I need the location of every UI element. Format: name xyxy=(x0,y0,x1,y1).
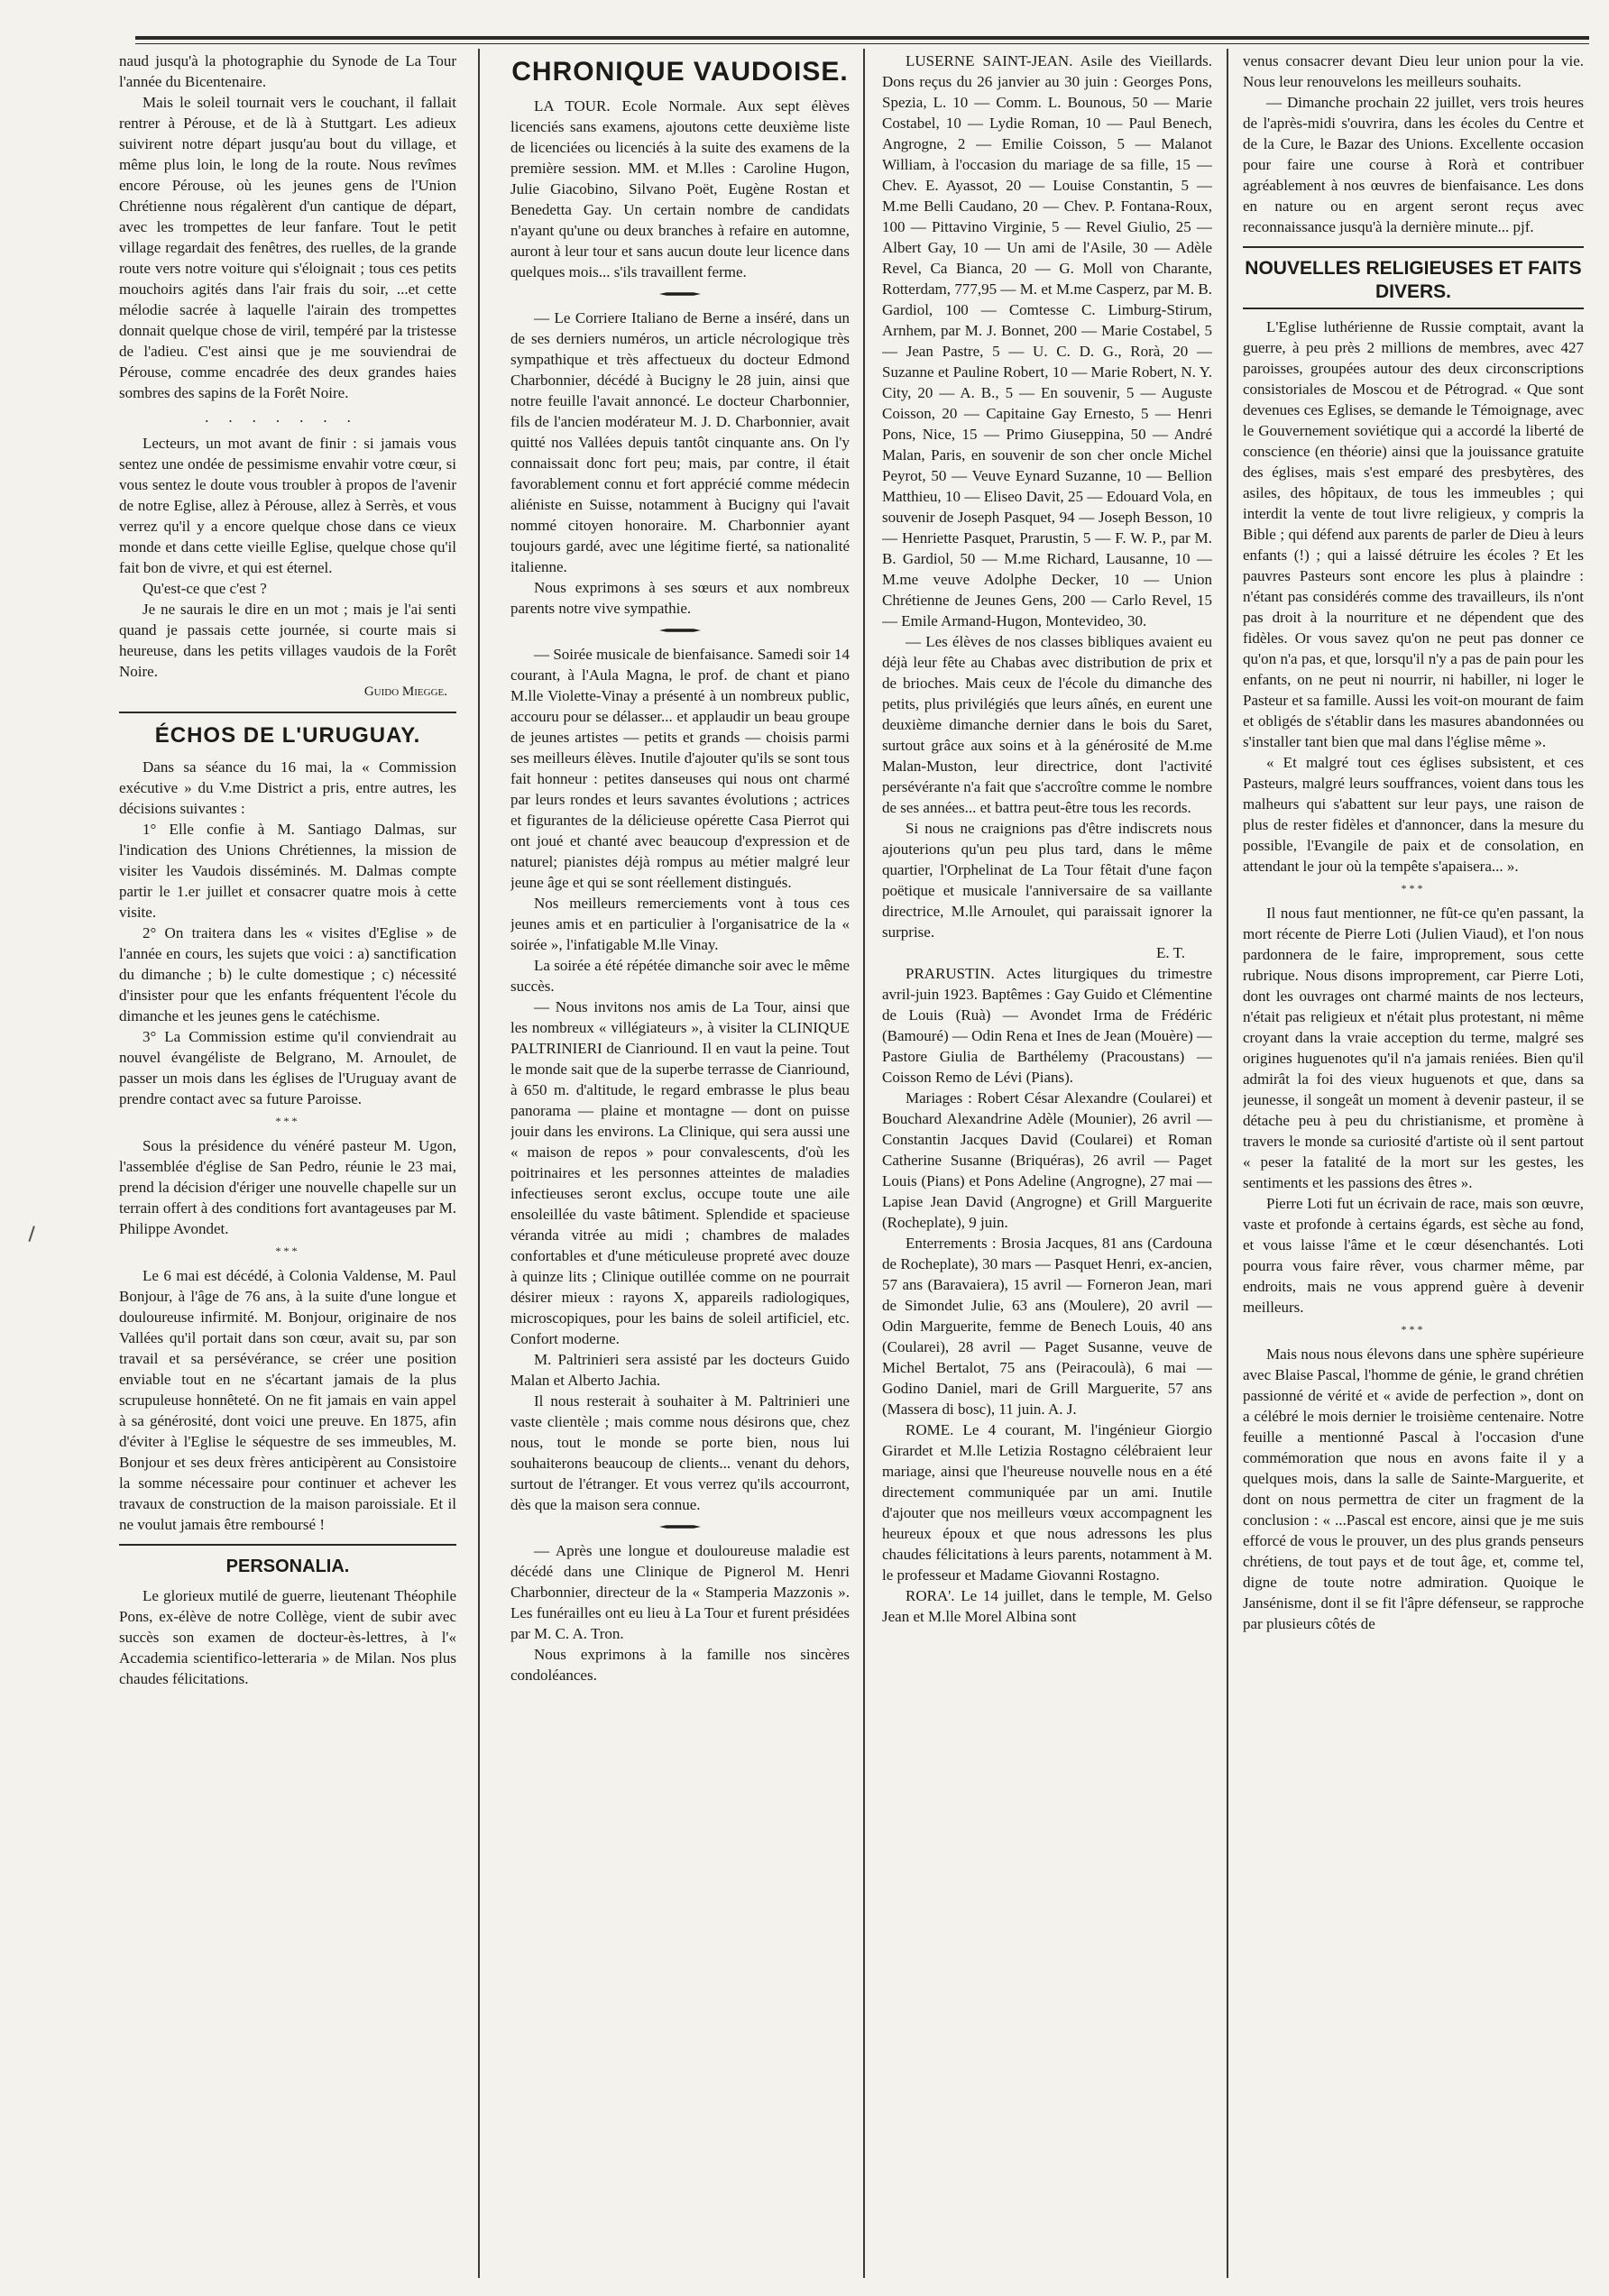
paragraph: Mais le soleil tournait vers le couchant, il fallait rentrer à Pérouse, et de là à Stuttgart. Les adieux suivirent notre départ jusqu'au bout du village, et même plus loin, le long de la route. Nous revîmes encore Pérouse, où les jeunes gens de l'Union Chrétienne nous régalèrent d'un cantique de départ, avec les trompettes de leur fanfare. Tout le petit village regardait des fenêtres, des ruelles, de la grande route vers notre voiture qui s'éloignait ; tous ces petits mouchoirs agités dans l'air frais du soir, ...et cette mélodie sacrée à laquelle l'airain des trompettes donnait quelque chose de viril, tempéré par la tristesse de l'adieu. C'est ainsi que je me souviendrai de Pérouse, comme encadrée des deux grandes haies sombres des sapins de la Forêt Noire. xyxy=(119,94,456,401)
paragraph: LUSERNE SAINT-JEAN. Asile des Vieillards. Dons reçus du 26 janvier au 30 juin : Georges Pons, Spezia, L. 10 — Comm. L. Bounous, 50 — Marie Costabel, 10 — Lydie Roman, 10 — Paul Benech, Angrogne, 2 — Emilie Coisson, 5 — Malanot William, à l'occasion du mariage de sa fille, 15 — Chev. E. Ayassot, 20 — Louise Constantin, 5 — M.me Belli Caudano, 20 — Chev. P. Fontana-Roux, 100 — Pittavino Virginie, 5 — Revel Giulio, 25 — Albert Gay, 10 — Un ami de l'Asile, 30 — Adèle Revel, Ca Bianca, 20 — G. Moll von Charante, Rotterdam, 777,95 — M. et M.me Casperz, par M. B. Gardiol, 100 — Comtesse C. Limburg-Stirum, Arnhem, par M. J. Bonnet, 200 — Marie Costabel, 5 — Jean Pastre, 5 — U. C. D. G., Rorà, 20 — Suzanne et Pauline Robert, 10 — Marie Robert, N. Y. City, 20 — A. B., 5 — En souvenir, 5 — Auguste Coisson, 20 — Capitaine Gay Ernesto, 5 — Henri Pons, Nice, 15 — Primo Giuseppina, 50 — André Malan, Paris, en souvenir de son cher oncle Michel Peyrot, 50 — Veuve Eynard Suzanne, 10 — Bellion Matthieu, 10 — Eliseo Davit, 25 — Edouard Vola, en souvenir de Joseph Pasquet, 94 — Joseph Besson, 10 — Henriette Pasquet, Prarustin, 5 — F. W. P., par M. B. Gardiol, 50 — M.me Richard, Lausanne, 10 — M.me veuve Adolphe Decker, 10 — Union Chrétienne de Jeunes Gens, 200 — Carlo Revel, 15 — Emile Armand-Hugon, Montevideo, 30. xyxy=(882,52,1212,629)
paragraph: RORA'. Le 14 juillet, dans le temple, M. Gelso Jean et M.lle Morel Albina sont xyxy=(882,1587,1212,1625)
paragraph: — Soirée musicale de bienfaisance. Samedi soir 14 courant, à l'Aula Magna, le prof. de chant et piano M.lle Violette-Vinay a présenté à un nombreux public, accouru pour se délasser... et applaudir un beau groupe de jeunes artistes — petits et grands — choisis parmi ses meilleurs élèves. Inutile d'ajouter qu'ils se sont tous fait honneur : petites danseuses qui nous ont charmé par leurs rondes et leurs savantes évolutions ; actrices et figurantes de la délicieuse opérette Casa Pierrot qui ont joué et chanté avec beaucoup d'expression et de naturel; pianistes déjà rompus au métier malgré leur jeune âge et qui se sont réellement distingués. xyxy=(510,646,850,891)
margin-mark xyxy=(28,1226,40,1244)
section-rule xyxy=(119,712,456,713)
ellipsis-separator: ....... xyxy=(205,409,371,426)
column-3 xyxy=(882,51,1212,2278)
ornament-divider xyxy=(659,628,701,633)
paragraph: M. Paltrinieri sera assisté par les docteurs Guido Malan et Alberto Jachia. xyxy=(510,1351,850,1389)
section-title: NOUVELLES RELIGIEUSES ET FAITS DIVERS. xyxy=(1243,257,1584,309)
paragraph: Lecteurs, un mot avant de finir : si jamais vous sentez une ondée de pessimisme envahir votre cœur, si vous sentez le doute vous troubler à propos de l'avenir de notre Eglise, allez à Pérouse, allez à Serrès, et vous verrez qu'il y a encore quelque chose dans ce vieux monde et dans cette vieille Eglise, quelque chose qu'il fait bon de vivre, et qui est éternel. xyxy=(119,435,456,576)
column-separator xyxy=(478,49,480,2278)
author-initials: E. T. xyxy=(1156,944,1185,961)
paragraph: ROME. Le 4 courant, M. l'ingénieur Giorgio Girardet et M.lle Letizia Rostagno célébraient leur mariage, ainsi que l'heureuse nouvelle nous en a été directement communiquée par un ami. Inutile d'ajouter que nos meilleurs vœux accompagnent les heureux époux et que nous adressons les plus chaudes félicitations à leurs parents, notamment à M. le professeur et Madame Giovanni Rostagno. xyxy=(882,1421,1212,1584)
paragraph: Mais nous nous élevons dans une sphère supérieure avec Blaise Pascal, l'homme de génie, le grand chrétien passionné de vérité et « avide de perfection », dont on a célébré le mois dernier le troisième centenaire. Notre feuille a mentionné Pascal à l'occasion d'une commémoration que nous en avons faite il y a quelques mois, dans la salle de Sainte-Marguerite, et dont on nous permettra de citer un fragment de la conclusion : « ...Pascal est encore, ainsi que je me suis efforcé de vous le prouver, un des plus grands penseurs chrétiens, de tout pays et de tout âge, et, comme tel, digne de toute notre admiration. Quoique le Jansénisme, dont il se fit l'âpre défenseur, se rapproche par plusieurs côtés de xyxy=(1243,1345,1584,1632)
asterism-separator: *** xyxy=(275,1115,300,1127)
paragraph: Nos meilleurs remerciements vont à tous ces jeunes amis et en particulier à l'organisatrice de la « soirée », l'infatigable M.lle Vinay. xyxy=(510,895,850,953)
paragraph: 3° La Commission estime qu'il conviendrait au nouvel évangéliste de Belgrano, M. Arnoulet, de passer un mois dans les églises de l'Uruguay avant de prendre contact avec sa future Paroisse. xyxy=(119,1028,456,1107)
header-rule xyxy=(135,36,1589,44)
paragraph: PRARUSTIN. Actes liturgiques du trimestre avril-juin 1923. Baptêmes : Gay Guido et Clémentine de Louis (Ruà) — Avondet Irma de Frédéric (Bamouré) — Odin Rena et Ines de Jean (Mouère) — Pastore Giulia de Barthélemy (Pracoustans) — Coisson Remo de Lévi (Pians). xyxy=(882,965,1212,1086)
ornament-divider xyxy=(659,1524,701,1529)
paragraph: Le glorieux mutilé de guerre, lieutenant Théophile Pons, ex-élève de notre Collège, vient de subir avec succès son examen de docteur-ès-lettres, à l'« Accademia scientifico-letteraria » de Milan. Nos plus chaudes félicitations. xyxy=(119,1587,456,1687)
asterism-separator: *** xyxy=(1401,882,1426,895)
section-title: PERSONALIA. xyxy=(225,1557,350,1576)
paragraph: Sous la présidence du vénéré pasteur M. Ugon, l'assemblée d'église de San Pedro, réunie le 23 mai, prend la décision d'ériger une nouvelle chapelle sur un terrain offert à des conditions fort avantageuses par M. Philippe Avondet. xyxy=(119,1137,456,1237)
paragraph: Le 6 mai est décédé, à Colonia Valdense, M. Paul Bonjour, à l'âge de 76 ans, à la suite d'une longue et douloureuse infirmité. M. Bonjour, originaire de nos Vallées qu'il portait dans son cœur, avait su, par son travail et sa persévérance, se créer une position enviable tout en ne s'écartant jamais de la plus scrupuleuse honnêteté. On ne fit jamais en vain appel à sa générosité, dont voici une preuve. En 1875, afin d'éviter à l'Eglise le séquestre de ses immeubles, M. Bonjour et ses deux frères anticipèrent au Consistoire la somme nécessaire pour continuer et achever les travaux de construction de la maison paroissiale. Et il ne voulut jamais être remboursé ! xyxy=(119,1267,456,1533)
paragraph: Nous exprimons à ses sœurs et aux nombreux parents notre vive sympathie. xyxy=(510,579,850,617)
paragraph: 2° On traitera dans les « visites d'Eglise » de l'année en cours, les sujets que voici : a) sanctification du dimanche ; b) le culte domestique ; c) nécessité d'insister pour que les enfants fréquentent l'école du dimanche et les jeunes gens le catéchisme. xyxy=(119,924,456,1024)
paragraph: Pierre Loti fut un écrivain de race, mais son œuvre, vaste et profonde à certains égards, est sèche au fond, et vous laisse l'âme et le cœur désenchantés. Loti pourra vous faire rêver, vous charmer même, par endroits, mais ne vous apprend guère à devenir meilleurs. xyxy=(1243,1195,1584,1316)
section-title: ÉCHOS DE L'URUGUAY. xyxy=(154,723,421,748)
paragraph: Il nous resterait à souhaiter à M. Paltrinieri une vaste clientèle ; mais comme nous désirons que, chez nous, tout le monde se porte bien, nous lui souhaiterons beaucoup de clients... venant du dehors, surtout de l'étranger. Et vous verrez qu'ils accourront, dès que la maison sera connue. xyxy=(510,1392,850,1513)
section-title: CHRONIQUE VAUDOISE. xyxy=(511,57,849,87)
paragraph: Enterrements : Brosia Jacques, 81 ans (Cardouna de Rocheplate), 30 mars — Pasquet Henri, ex-ancien, 57 ans (Baravaiera), 15 avril — Forneron Jean, mari de Simondet Julie, 63 ans (Moulere), 20 avril — Odin Marguerite, femme de Benech Louis, 40 ans (Coularei), 28 avril — Paget Susanne, veuve de Michel Bertalot, 75 ans (Peiracoulà), 6 mai — Godino Daniel, mari de Grill Marguerite, 57 ans (Massera di bosc), 11 juin. A. J. xyxy=(882,1235,1212,1418)
paragraph: Nous exprimons à la famille nos sincères condoléances. xyxy=(510,1646,850,1684)
paragraph: venus consacrer devant Dieu leur union pour la vie. Nous leur renouvelons les meilleurs souhaits. xyxy=(1243,52,1584,90)
paragraph: LA TOUR. Ecole Normale. Aux sept élèves licenciés sans examens, ajoutons cette deuxième liste de licenciées ou licenciés à la suite des examens de la première session. MM. et M.lles : Caroline Hugon, Julie Giacobino, Silvano Poët, Eugène Rostan et Benedetta Gay. Un certain nombre de candidats n'ayant qu'une ou deux branches à refaire en automne, auront à leur tour et sans aucun doute leur licence dans quelques mois... s'ils travaillent ferme. xyxy=(510,97,850,280)
column-4 xyxy=(1243,51,1584,2278)
paragraph: — Dimanche prochain 22 juillet, vers trois heures de l'après-midi s'ouvrira, dans les écoles du Centre et de la Cure, le Bazar des Unions. Excellente occasion pour faire une course à Rorà et contribuer agréablement à nos œuvres de bienfaisance. Les dons en nature ou en argent seront reçus avec reconnaissance jusqu'à la dernière minute... pjf. xyxy=(1243,94,1584,235)
author-signature: Guido Miegge. xyxy=(363,684,447,699)
asterism-separator: *** xyxy=(1401,1323,1426,1336)
paragraph: — Les élèves de nos classes bibliques avaient eu déjà leur fête au Chabas avec distribution de prix et de brioches. Mais ceux de l'école du dimanche des petits, plus privilégiés que leurs aînés, en eurent une deuxième dimanche dernier dans le bois du Saret, surtout grâce aux soins et à la générosité de M.me Malan-Muston, leur directrice, dont l'activité persévérante n'a fait que s'accroître comme le nombre de ses années... et battra peut-être tous les records. xyxy=(882,633,1212,816)
paragraph: — Le Corriere Italiano de Berne a inséré, dans un de ses derniers numéros, un article nécrologique très sympathique et très affectueux du docteur Edmond Charbonnier, décédé à Bucigny le 28 juin, ainsi que notre feuille l'avait annoncé. Le docteur Charbonnier, fils de l'ancien modérateur M. J. D. Charbonnier, avait quitté nos Vallées depuis tantôt cinquante ans. On l'y connaissait donc fort peu; mais, par contre, il était favorablement connu et fort apprécié comme médecin aliéniste en Suisse, notamment à Bucigny qui l'avait nommé citoyen honoraire. M. Charbonnier ayant toujours gardé, avec une légitime fierté, sa nationalité italienne. xyxy=(510,309,850,575)
asterism-separator: *** xyxy=(275,1244,300,1257)
paragraph: Si nous ne craignions pas d'être indiscrets nous ajouterions qu'un peu plus tard, dans le même quartier, l'Orphelinat de La Tour fêtait d'une façon poëtique et musicale l'anniversaire de sa vaillante directrice, M.lle Arnoulet, qui paraissait ignorer la surprise. xyxy=(882,820,1212,941)
paragraph: La soirée a été répétée dimanche soir avec le même succès. xyxy=(510,957,850,995)
paragraph: — Nous invitons nos amis de La Tour, ainsi que les nombreux « villégiateurs », à visiter la CLINIQUE PALTRINIERI de Cianriound. Il en vaut la peine. Tout le monde sait que de la superbe terrasse de Cianriound, à 650 m. d'altitude, le regard embrasse le plus beau panorama — plaine et montagne — dont on puisse jouir dans les environs. La Clinique, qui sera aussi une « maison de repos » pour convalescents, d'où les poitrinaires et les personnes atteintes de maladies infectieuses seront exclus, occupe toute une aile ensoleillée du vaste bâtiment. Splendide et spacieuse véranda vitrée au midi ; chambres de malades confortables et d'une méticuleuse propreté avec douze à quinze lits ; Clinique outillée comme on ne pourrait désirer mieux : rayons X, appareils radiologiques, microscopiques, pour les bains de soleil artificiel, etc. Confort moderne. xyxy=(510,998,850,1347)
paragraph: Je ne saurais le dire en un mot ; mais je l'ai senti quand je passais cette journée, si courte mais si heureuse, dans les petits villages vaudois de la Forêt Noire. xyxy=(119,601,456,680)
section-rule xyxy=(1243,246,1584,248)
paragraph: Il nous faut mentionner, ne fût-ce qu'en passant, la mort récente de Pierre Loti (Julien Viaud), et l'on nous pardonnera de le faire, improprement, sous cette rubrique. Nous disons improprement, car Pierre Loti, dont les ouvrages ont charmé maints de nos lecteurs, n'était pas religieux et n'était plus protestant, ni même croyant dans la vraie acception du terme, malgré ses origines huguenotes qu'il n'a jamais reniées. Bien qu'il admirât la foi des vieux huguenots et que, dans sa jeunesse, il songeât un moment à devenir pasteur, il se détache peu à peu du christianisme, et promène à travers le monde sa curiosité d'artiste où il sent partout « peser la fatalité de la mort sur les gestes, les sentiments et les passions des êtres ». xyxy=(1243,905,1584,1191)
paragraph: « Et malgré tout ces églises subsistent, et ces Pasteurs, malgré leurs souffrances, voient dans tous les malheurs qui s'abattent sur leur pays, une raison de plus de rester fidèles et d'annoncer, dans la mesure du possible, l'Evangile de paix et de consolation, en attendant le jour où la tempête s'apaisera... ». xyxy=(1243,754,1584,875)
column-1 xyxy=(119,51,456,2278)
paragraph: 1° Elle confie à M. Santiago Dalmas, sur l'indication des Unions Chrétiennes, la mission de visiter les Vaudois disséminés. M. Dalmas compte partir le 1.er juillet et consacrer quatre mois à cette visite. xyxy=(119,821,456,921)
column-separator xyxy=(1227,49,1228,2278)
paragraph: Qu'est-ce que c'est ? xyxy=(143,580,267,597)
paragraph: Mariages : Robert César Alexandre (Coularei) et Bouchard Alexandrine Adèle (Mounier), 26 avril — Constantin Jacques David (Coularei) et Roman Catherine Susanne (Briquéras), 26 avril — Paget Louis (Pians) et Pons Adeline (Angrogne), 27 mai — Lapise Jean David (Angrogne) et Grill Marguerite (Rocheplate), 9 juin. xyxy=(882,1089,1212,1231)
column-2 xyxy=(510,51,850,2278)
paragraph: naud jusqu'à la photographie du Synode de La Tour l'année du Bicentenaire. xyxy=(119,52,456,90)
column-separator xyxy=(863,49,865,2278)
paragraph: L'Eglise luthérienne de Russie comptait, avant la guerre, à peu près 2 millions de membres, avec 427 paroisses, groupées autour des deux circonscriptions consistoriales de Moscou et de Pétrograd. « Que sont devenues ces Eglises, se demande le Témoignage, avec le Gouvernement soviétique qui a accordé la liberté de conscience (en théorie) ainsi que la jouissance gratuite des églises, mais s'est emparé des presbytères, des asiles, des hôpitaux, de tous les immeubles ; qui interdit la vente de tout livre religieux, y compris la Bible ; qui défend aux parents de parler de Dieu à leurs enfants (!) ; qui a laissé détruire les écoles ? Et les pauvres Pasteurs sont encore les plus à plaindre : n'étant pas considérés comme des travailleurs, ils n'ont pas droit à la nourriture et ne dépendent que des fidèles. Or vous savez qu'on ne peut pas donner ce qu'on n'a pas, et que, lorsqu'il n'y a pas de pain pour les enfants, on ne peut ni nourrir, ni habiller, ni loger le Pasteur et sa famille. Aussi les voit-on mourant de faim et obligés de s'établir dans les masures abandonnées ou s'installer tant bien que mal dans l'église même ». xyxy=(1243,318,1584,750)
paragraph: — Après une longue et douloureuse maladie est décédé dans une Clinique de Pignerol M. Henri Charbonnier, directeur de la « Stamperia Mazzonis ». Les funérailles ont eu lieu à La Tour et furent présidées par M. C. A. Tron. xyxy=(510,1542,850,1642)
paragraph: Dans sa séance du 16 mai, la « Commission exécutive » du V.me District a pris, entre autres, les décisions suivantes : xyxy=(119,758,456,817)
section-rule xyxy=(119,1544,456,1546)
ornament-divider xyxy=(659,291,701,297)
